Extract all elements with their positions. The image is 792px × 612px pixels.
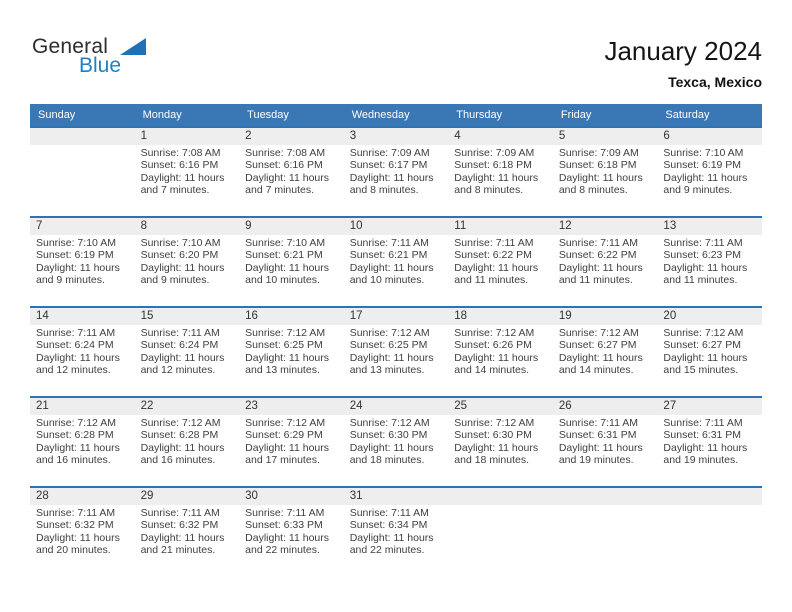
daylight-text-line2: and 12 minutes.	[36, 364, 111, 377]
day-cell	[448, 398, 553, 486]
day-number: 2	[239, 128, 344, 145]
sunset-text: Sunset: 6:31 PM	[663, 429, 742, 442]
day-cell	[30, 308, 135, 396]
day-cell	[239, 398, 344, 486]
day-number: 16	[239, 308, 344, 325]
sunset-text: Sunset: 6:29 PM	[245, 429, 323, 442]
sunrise-text: Sunrise: 7:11 AM	[663, 237, 743, 249]
sunset-text: Sunset: 6:28 PM	[140, 429, 219, 442]
daylight-text-line2: and 8 minutes.	[454, 184, 524, 197]
day-number: 6	[657, 128, 762, 145]
sunrise-text: Sunrise: 7:11 AM	[245, 507, 325, 519]
day-info	[448, 145, 553, 197]
day-number: 11	[448, 218, 553, 235]
sunrise-text: Sunrise: 7:11 AM	[349, 507, 429, 519]
daylight-text-line1: Daylight: 11 hours	[454, 441, 539, 454]
daylight-text-line2: and 11 minutes.	[663, 274, 738, 287]
sunrise-text: Sunrise: 7:08 AM	[245, 147, 326, 159]
daylight-text-line1: Daylight: 11 hours	[454, 261, 539, 274]
daylight-text-line2: and 18 minutes.	[349, 454, 425, 467]
day-number	[30, 128, 135, 145]
daylight-text-line1: Daylight: 11 hours	[140, 261, 225, 274]
week-row	[30, 306, 762, 396]
sunset-text: Sunset: 6:26 PM	[454, 339, 532, 352]
daylight-text-line2: and 16 minutes.	[36, 454, 111, 467]
day-number: 14	[30, 308, 135, 325]
day-info	[135, 415, 240, 467]
day-cell	[30, 488, 135, 576]
day-info	[553, 235, 658, 287]
daylight-text-line2: and 10 minutes.	[349, 274, 425, 287]
daylight-text-line2: and 8 minutes.	[558, 184, 628, 197]
day-number: 21	[30, 398, 135, 415]
daylight-text-line1: Daylight: 11 hours	[245, 351, 329, 364]
daylight-text-line1: Daylight: 11 hours	[140, 351, 225, 364]
day-number: 22	[135, 398, 240, 415]
daylight-text-line1: Daylight: 11 hours	[349, 171, 434, 184]
daylight-text-line1: Daylight: 11 hours	[454, 171, 539, 184]
day-header-wednesday: Wednesday	[351, 109, 410, 121]
day-info	[553, 415, 658, 467]
day-number: 7	[30, 218, 135, 235]
day-number	[657, 488, 762, 505]
logo-triangle-icon	[120, 38, 147, 57]
daylight-text-line1: Daylight: 11 hours	[140, 441, 225, 454]
empty-day-cell	[30, 128, 135, 216]
sunset-text: Sunset: 6:16 PM	[245, 159, 323, 172]
day-info	[239, 145, 344, 197]
daylight-text-line1: Daylight: 11 hours	[349, 261, 434, 274]
day-number	[553, 488, 658, 505]
day-header-monday: Monday	[142, 109, 182, 121]
day-info	[657, 235, 762, 287]
sunrise-text: Sunrise: 7:10 AM	[140, 237, 221, 249]
day-info	[448, 325, 553, 377]
day-info	[135, 325, 240, 377]
daylight-text-line2: and 20 minutes.	[36, 544, 111, 557]
day-cell	[553, 398, 658, 486]
day-cell	[135, 398, 240, 486]
sunrise-text: Sunrise: 7:10 AM	[245, 237, 326, 249]
day-info	[30, 415, 135, 467]
sunrise-text: Sunrise: 7:11 AM	[558, 417, 639, 429]
day-cell	[239, 218, 344, 306]
daylight-text-line2: and 11 minutes.	[454, 274, 529, 287]
day-number: 19	[553, 308, 658, 325]
day-number: 26	[553, 398, 658, 415]
daylight-text-line1: Daylight: 11 hours	[663, 441, 748, 454]
sunrise-text: Sunrise: 7:10 AM	[36, 237, 116, 249]
sunset-text: Sunset: 6:28 PM	[36, 429, 114, 442]
sunrise-text: Sunrise: 7:12 AM	[558, 327, 639, 339]
day-info	[135, 235, 240, 287]
day-info	[657, 325, 762, 377]
daylight-text-line2: and 15 minutes.	[663, 364, 739, 377]
sunset-text: Sunset: 6:16 PM	[140, 159, 219, 172]
page-title: January 2024	[604, 36, 762, 66]
day-info	[657, 145, 762, 197]
daylight-text-line1: Daylight: 11 hours	[36, 261, 120, 274]
logo-text-blue: Blue	[79, 54, 122, 77]
day-info	[344, 505, 449, 557]
sunset-text: Sunset: 6:17 PM	[349, 159, 428, 172]
day-info	[448, 415, 553, 467]
sunrise-text: Sunrise: 7:11 AM	[140, 327, 220, 339]
day-cell	[30, 218, 135, 306]
daylight-text-line1: Daylight: 11 hours	[558, 351, 643, 364]
day-cell	[135, 488, 240, 576]
sunrise-text: Sunrise: 7:12 AM	[245, 327, 326, 339]
sunset-text: Sunset: 6:34 PM	[349, 519, 428, 532]
day-info	[344, 145, 449, 197]
day-cell	[448, 308, 553, 396]
daylight-text-line2: and 9 minutes.	[36, 274, 105, 287]
sunrise-text: Sunrise: 7:11 AM	[454, 237, 534, 249]
daylight-text-line1: Daylight: 11 hours	[558, 441, 643, 454]
day-header-friday: Friday	[560, 109, 592, 121]
daylight-text-line2: and 18 minutes.	[454, 454, 529, 467]
day-info	[30, 235, 135, 287]
daylight-text-line2: and 14 minutes.	[558, 364, 634, 377]
sunset-text: Sunset: 6:25 PM	[349, 339, 428, 352]
sunset-text: Sunset: 6:21 PM	[349, 249, 428, 262]
day-cell	[657, 308, 762, 396]
empty-day-cell	[448, 488, 553, 576]
day-cell	[657, 398, 762, 486]
day-info	[30, 325, 135, 377]
daylight-text-line1: Daylight: 11 hours	[245, 171, 329, 184]
daylight-text-line2: and 10 minutes.	[245, 274, 320, 287]
day-info	[553, 145, 658, 197]
day-cell	[448, 218, 553, 306]
sunset-text: Sunset: 6:27 PM	[663, 339, 742, 352]
day-number: 13	[657, 218, 762, 235]
sunrise-text: Sunrise: 7:12 AM	[454, 327, 535, 339]
page-location: Texca, Mexico	[668, 74, 762, 90]
day-info	[239, 505, 344, 557]
daylight-text-line1: Daylight: 11 hours	[36, 441, 120, 454]
day-info	[448, 235, 553, 287]
day-number: 17	[344, 308, 449, 325]
daylight-text-line1: Daylight: 11 hours	[663, 351, 748, 364]
day-number: 1	[135, 128, 240, 145]
day-header-sunday: Sunday	[38, 109, 76, 121]
daylight-text-line1: Daylight: 11 hours	[558, 261, 643, 274]
daylight-text-line2: and 19 minutes.	[663, 454, 739, 467]
week-row	[30, 126, 762, 216]
daylight-text-line1: Daylight: 11 hours	[349, 531, 434, 544]
daylight-text-line1: Daylight: 11 hours	[349, 441, 434, 454]
day-number: 27	[657, 398, 762, 415]
sunrise-text: Sunrise: 7:12 AM	[140, 417, 221, 429]
day-number: 4	[448, 128, 553, 145]
daylight-text-line2: and 17 minutes.	[245, 454, 320, 467]
daylight-text-line1: Daylight: 11 hours	[558, 171, 643, 184]
day-info	[344, 325, 449, 377]
day-cell	[657, 128, 762, 216]
sunset-text: Sunset: 6:32 PM	[140, 519, 219, 532]
sunset-text: Sunset: 6:22 PM	[454, 249, 532, 262]
daylight-text-line2: and 7 minutes.	[140, 184, 210, 197]
day-number: 23	[239, 398, 344, 415]
daylight-text-line1: Daylight: 11 hours	[36, 351, 120, 364]
sunset-text: Sunset: 6:24 PM	[36, 339, 114, 352]
day-info	[135, 145, 240, 197]
daylight-text-line1: Daylight: 11 hours	[140, 531, 225, 544]
sunset-text: Sunset: 6:24 PM	[140, 339, 219, 352]
weeks-container	[30, 126, 762, 576]
daylight-text-line1: Daylight: 11 hours	[663, 261, 748, 274]
day-header-tuesday: Tuesday	[247, 109, 289, 121]
week-row	[30, 396, 762, 486]
day-cell	[344, 128, 449, 216]
sunrise-text: Sunrise: 7:11 AM	[558, 237, 639, 249]
day-cell	[135, 128, 240, 216]
day-cell	[344, 488, 449, 576]
day-number: 12	[553, 218, 658, 235]
sunrise-text: Sunrise: 7:11 AM	[663, 417, 743, 429]
daylight-text-line2: and 16 minutes.	[140, 454, 216, 467]
daylight-text-line2: and 9 minutes.	[663, 184, 733, 197]
day-number: 29	[135, 488, 240, 505]
day-number: 3	[344, 128, 449, 145]
sunrise-text: Sunrise: 7:12 AM	[349, 417, 430, 429]
sunrise-text: Sunrise: 7:11 AM	[349, 237, 429, 249]
empty-day-cell	[657, 488, 762, 576]
day-header-row	[30, 104, 762, 126]
sunrise-text: Sunrise: 7:12 AM	[36, 417, 116, 429]
daylight-text-line1: Daylight: 11 hours	[245, 441, 329, 454]
daylight-text-line2: and 13 minutes.	[245, 364, 320, 377]
sunset-text: Sunset: 6:19 PM	[663, 159, 742, 172]
day-cell	[135, 218, 240, 306]
daylight-text-line2: and 8 minutes.	[349, 184, 419, 197]
day-info	[344, 415, 449, 467]
day-number: 31	[344, 488, 449, 505]
sunrise-text: Sunrise: 7:11 AM	[140, 507, 220, 519]
sunrise-text: Sunrise: 7:12 AM	[349, 327, 430, 339]
daylight-text-line2: and 7 minutes.	[245, 184, 315, 197]
title-block	[604, 36, 762, 90]
daylight-text-line1: Daylight: 11 hours	[140, 171, 225, 184]
day-cell	[553, 308, 658, 396]
sunrise-text: Sunrise: 7:11 AM	[36, 327, 116, 339]
day-cell	[344, 308, 449, 396]
daylight-text-line1: Daylight: 11 hours	[36, 531, 120, 544]
day-cell	[553, 128, 658, 216]
sunrise-text: Sunrise: 7:08 AM	[140, 147, 221, 159]
daylight-text-line1: Daylight: 11 hours	[663, 171, 748, 184]
day-number: 24	[344, 398, 449, 415]
sunrise-text: Sunrise: 7:09 AM	[558, 147, 639, 159]
sunset-text: Sunset: 6:30 PM	[454, 429, 532, 442]
day-cell	[239, 308, 344, 396]
sunset-text: Sunset: 6:33 PM	[245, 519, 323, 532]
day-number: 5	[553, 128, 658, 145]
day-cell	[30, 398, 135, 486]
day-cell	[239, 488, 344, 576]
sunset-text: Sunset: 6:32 PM	[36, 519, 114, 532]
sunset-text: Sunset: 6:25 PM	[245, 339, 323, 352]
day-info	[239, 235, 344, 287]
day-cell	[448, 128, 553, 216]
empty-day-cell	[553, 488, 658, 576]
daylight-text-line2: and 14 minutes.	[454, 364, 529, 377]
week-row	[30, 486, 762, 576]
daylight-text-line1: Daylight: 11 hours	[245, 261, 329, 274]
day-cell	[553, 218, 658, 306]
sunset-text: Sunset: 6:21 PM	[245, 249, 323, 262]
sunset-text: Sunset: 6:27 PM	[558, 339, 637, 352]
sunset-text: Sunset: 6:18 PM	[558, 159, 637, 172]
daylight-text-line2: and 22 minutes.	[245, 544, 320, 557]
daylight-text-line2: and 11 minutes.	[558, 274, 633, 287]
day-info	[657, 415, 762, 467]
sunset-text: Sunset: 6:20 PM	[140, 249, 219, 262]
sunrise-text: Sunrise: 7:09 AM	[454, 147, 535, 159]
daylight-text-line2: and 19 minutes.	[558, 454, 634, 467]
day-number	[448, 488, 553, 505]
logo-text-general: General	[32, 35, 109, 58]
day-cell	[657, 218, 762, 306]
general-blue-logo	[32, 36, 152, 84]
sunrise-text: Sunrise: 7:12 AM	[454, 417, 535, 429]
day-info	[553, 325, 658, 377]
day-number: 25	[448, 398, 553, 415]
daylight-text-line2: and 9 minutes.	[140, 274, 210, 287]
daylight-text-line1: Daylight: 11 hours	[454, 351, 539, 364]
sunrise-text: Sunrise: 7:12 AM	[245, 417, 326, 429]
day-cell	[344, 398, 449, 486]
sunrise-text: Sunrise: 7:10 AM	[663, 147, 744, 159]
daylight-text-line1: Daylight: 11 hours	[245, 531, 329, 544]
week-row	[30, 216, 762, 306]
day-info	[135, 505, 240, 557]
daylight-text-line2: and 12 minutes.	[140, 364, 216, 377]
sunset-text: Sunset: 6:22 PM	[558, 249, 637, 262]
sunset-text: Sunset: 6:23 PM	[663, 249, 742, 262]
day-number: 30	[239, 488, 344, 505]
daylight-text-line2: and 22 minutes.	[349, 544, 425, 557]
daylight-text-line2: and 21 minutes.	[140, 544, 216, 557]
day-number: 9	[239, 218, 344, 235]
day-number: 28	[30, 488, 135, 505]
day-info	[344, 235, 449, 287]
calendar-table	[30, 104, 762, 576]
day-number: 15	[135, 308, 240, 325]
daylight-text-line2: and 13 minutes.	[349, 364, 425, 377]
sunset-text: Sunset: 6:30 PM	[349, 429, 428, 442]
sunset-text: Sunset: 6:18 PM	[454, 159, 532, 172]
day-cell	[135, 308, 240, 396]
day-info	[239, 415, 344, 467]
day-number: 20	[657, 308, 762, 325]
sunrise-text: Sunrise: 7:12 AM	[663, 327, 744, 339]
sunset-text: Sunset: 6:31 PM	[558, 429, 637, 442]
sunset-text: Sunset: 6:19 PM	[36, 249, 114, 262]
day-number: 8	[135, 218, 240, 235]
day-number: 10	[344, 218, 449, 235]
day-cell	[239, 128, 344, 216]
day-cell	[344, 218, 449, 306]
day-info	[239, 325, 344, 377]
day-header-thursday: Thursday	[456, 109, 503, 121]
day-header-saturday: Saturday	[665, 109, 710, 121]
day-info	[30, 505, 135, 557]
daylight-text-line1: Daylight: 11 hours	[349, 351, 434, 364]
sunrise-text: Sunrise: 7:11 AM	[36, 507, 116, 519]
sunrise-text: Sunrise: 7:09 AM	[349, 147, 430, 159]
day-number: 18	[448, 308, 553, 325]
